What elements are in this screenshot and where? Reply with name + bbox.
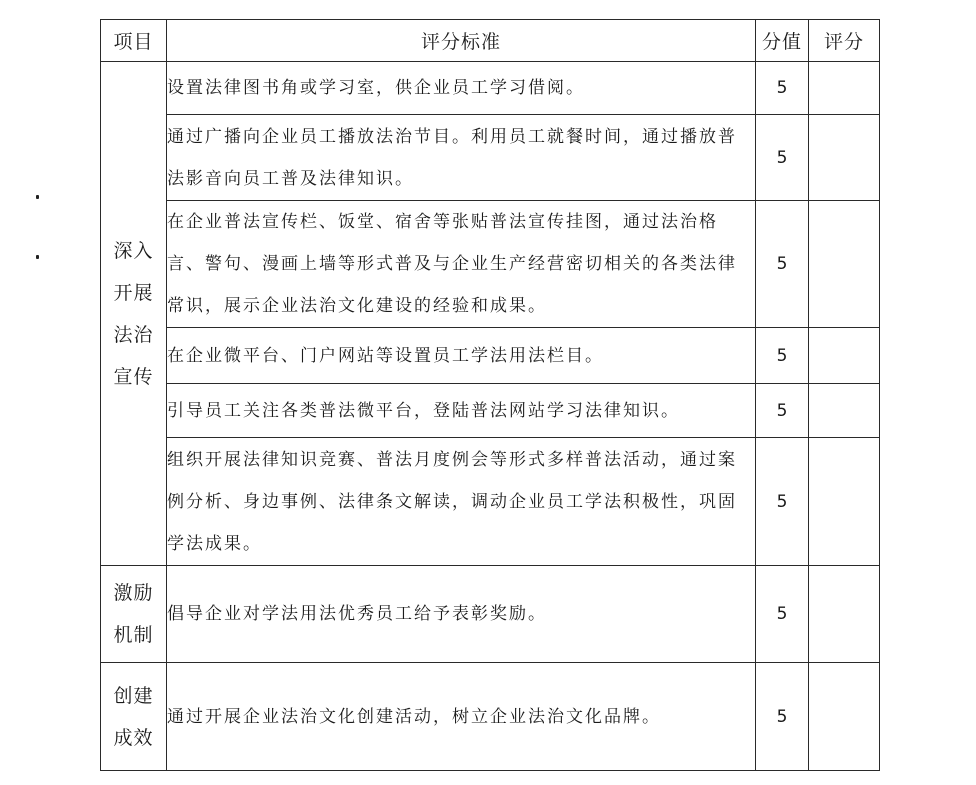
table-row: [101, 384, 880, 438]
criteria-text: 在企业微平台、门户网站等设置员工学法用法栏目。: [167, 328, 756, 384]
score-cell[interactable]: [809, 115, 880, 201]
header-criteria: 评分标准: [167, 20, 756, 62]
category-line: 机制: [113, 624, 154, 646]
criteria-text: 通过开展企业法治文化创建活动，树立企业法治文化品牌。: [167, 663, 756, 771]
category-line: 法治: [113, 323, 154, 346]
criteria-text: 引导员工关注各类普法微平台，登陆普法网站学习法律知识。: [167, 384, 756, 438]
category-line: 创建: [113, 684, 154, 707]
criteria-text: 倡导企业对学法用法优秀员工给予表彰奖励。: [167, 566, 756, 663]
score-cell[interactable]: [809, 201, 880, 328]
table-row: [101, 115, 880, 201]
category-line: 深入: [113, 239, 154, 262]
criteria-text: 设置法律图书角或学习室，供企业员工学习借阅。: [167, 62, 756, 115]
points-value: 5: [756, 566, 809, 663]
scoring-table: [100, 19, 880, 771]
points-value: 5: [756, 115, 809, 201]
scan-speck: [36, 195, 39, 199]
criteria-text: 在企业普法宣传栏、饭堂、宿舍等张贴普法宣传挂图，通过法治格言、警句、漫画上墙等形式普及与企业生产经营密切相关的各类法律常识，展示企业法治文化建设的经验和成果。: [167, 201, 756, 328]
table-row: [101, 62, 880, 115]
criteria-text: 通过广播向企业员工播放法治节目。利用员工就餐时间，通过播放普法影音向员工普及法律知识。: [167, 115, 756, 201]
header-category: 项目: [101, 20, 167, 62]
score-cell[interactable]: [809, 62, 880, 115]
header-row: [101, 20, 880, 62]
table-row: [101, 201, 880, 328]
table-row: [101, 566, 880, 663]
category-line: 开展: [113, 281, 154, 304]
scan-speck: [36, 255, 39, 259]
score-cell[interactable]: [809, 663, 880, 771]
header-points: 分值: [756, 20, 809, 62]
category-line: 成效: [113, 726, 154, 749]
points-value: 5: [756, 384, 809, 438]
header-score: 评分: [809, 20, 880, 62]
score-cell[interactable]: [809, 384, 880, 438]
points-value: 5: [756, 438, 809, 566]
table-row: [101, 438, 880, 566]
points-value: 5: [756, 62, 809, 115]
category-cell: [101, 566, 167, 663]
score-cell[interactable]: [809, 438, 880, 566]
table-row: [101, 328, 880, 384]
category-cell: [101, 663, 167, 771]
category-cell: [101, 62, 167, 566]
table-row: [101, 663, 880, 771]
points-value: 5: [756, 328, 809, 384]
criteria-text: 组织开展法律知识竞赛、普法月度例会等形式多样普法活动，通过案例分析、身边事例、法律条文解读，调动企业员工学法积极性，巩固学法成果。: [167, 438, 756, 566]
score-cell[interactable]: [809, 566, 880, 663]
score-cell[interactable]: [809, 328, 880, 384]
points-value: 5: [756, 201, 809, 328]
category-line: 激励: [113, 582, 154, 604]
category-line: 宣传: [113, 365, 154, 388]
points-value: 5: [756, 663, 809, 771]
